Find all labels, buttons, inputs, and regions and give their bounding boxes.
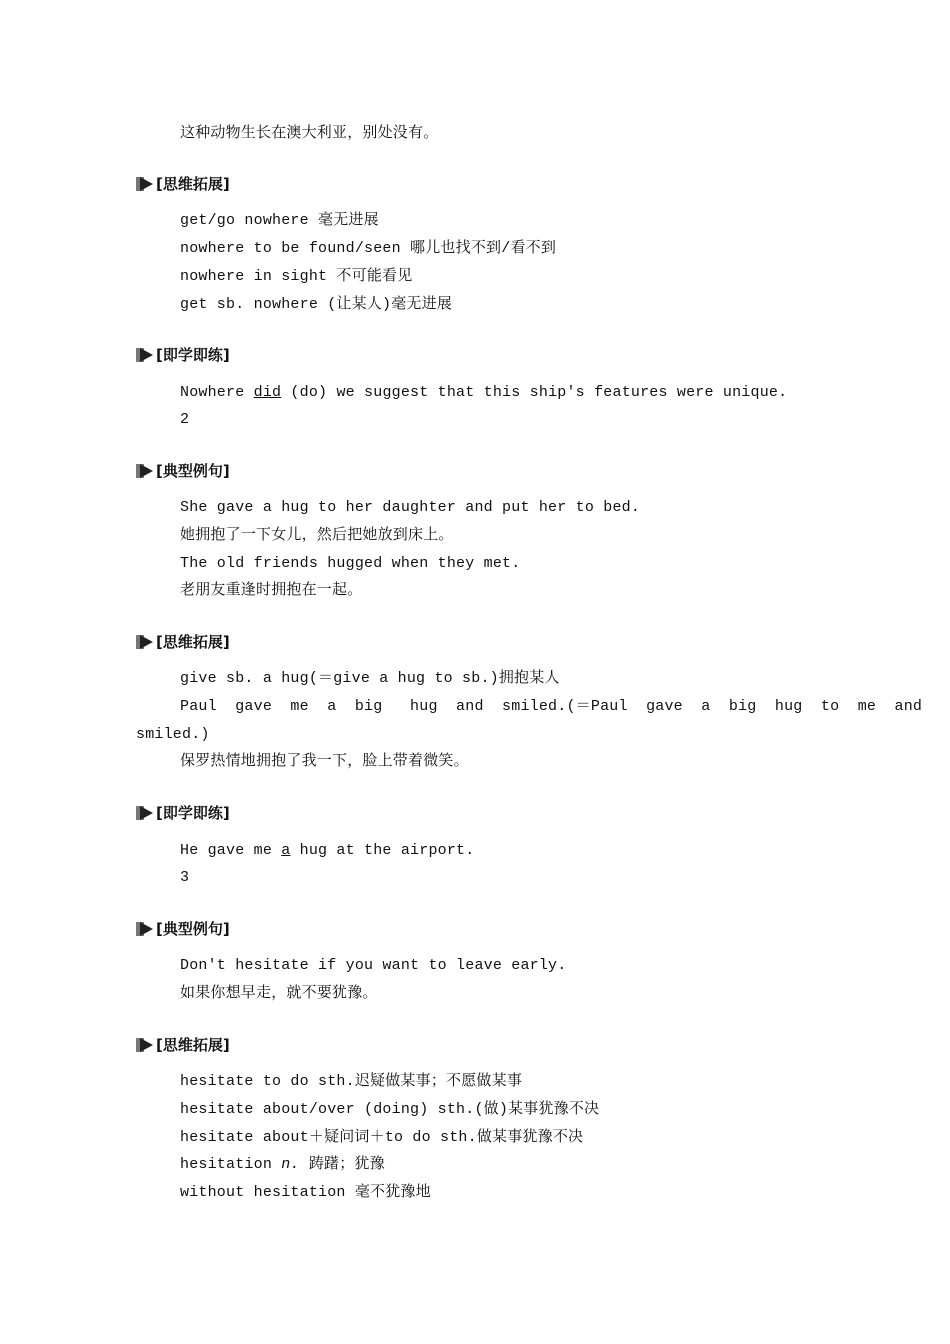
play-triangle-icon bbox=[136, 806, 154, 820]
play-triangle-icon bbox=[136, 464, 154, 478]
text-line: get/go nowhere 毫无进展 bbox=[180, 212, 379, 229]
exercise-sentence bbox=[180, 841, 474, 861]
play-triangle-icon bbox=[136, 1038, 154, 1052]
text-line: give sb. a hug(＝give a hug to sb.)拥抱某人 bbox=[180, 670, 560, 687]
text-line: The old friends hugged when they met. bbox=[180, 555, 521, 572]
heading-label: [即学即练] bbox=[156, 346, 230, 364]
item-number: 2 bbox=[180, 411, 190, 428]
text-line: without hesitation 毫不犹豫地 bbox=[180, 1184, 431, 1201]
play-triangle-icon bbox=[136, 635, 154, 649]
part-of-speech: n. bbox=[281, 1156, 300, 1173]
sentence-part: hug at the airport. bbox=[290, 842, 475, 859]
text-line: get sb. nowhere (让某人)毫无进展 bbox=[180, 296, 453, 313]
play-triangle-icon bbox=[136, 177, 154, 191]
play-triangle-icon bbox=[136, 922, 154, 936]
sentence-part: Nowhere bbox=[180, 384, 254, 401]
text-line: nowhere to be found/seen 哪儿也找不到/看不到 bbox=[180, 240, 557, 257]
heading-label: [典型例句] bbox=[156, 462, 230, 480]
heading-label: [思维拓展] bbox=[156, 633, 230, 651]
text-line: hesitate about/over (doing) sth.(做)某事犹豫不决 bbox=[180, 1101, 600, 1118]
heading-label: [即学即练] bbox=[156, 804, 230, 822]
text-line: hesitate to do sth.迟疑做某事；不愿做某事 bbox=[180, 1073, 523, 1090]
text-line: 老朋友重逢时拥抱在一起。 bbox=[180, 582, 363, 599]
item-number: 3 bbox=[180, 869, 190, 886]
section-heading bbox=[136, 174, 230, 194]
section-heading bbox=[136, 1035, 230, 1055]
exercise-sentence bbox=[180, 383, 787, 403]
text-line: hesitate about＋疑问词＋to do sth.做某事犹豫不决 bbox=[180, 1129, 584, 1146]
text-line: 保罗热情地拥抱了我一下，脸上带着微笑。 bbox=[180, 753, 469, 770]
section-heading bbox=[136, 803, 230, 823]
text-line: 她拥抱了一下女儿，然后把她放到床上。 bbox=[180, 527, 454, 544]
text-line: She gave a hug to her daughter and put her to bed. bbox=[180, 499, 641, 516]
heading-label: [思维拓展] bbox=[156, 175, 230, 193]
text-line: smiled.) bbox=[136, 726, 210, 743]
sentence-part: (do) we suggest that this ship's features were unique. bbox=[281, 384, 788, 401]
word: hesitation bbox=[180, 1156, 282, 1173]
section-heading bbox=[136, 345, 230, 365]
heading-label: [思维拓展] bbox=[156, 1036, 230, 1054]
section-heading bbox=[136, 632, 230, 652]
section-heading bbox=[136, 461, 230, 481]
section-heading bbox=[136, 919, 230, 939]
play-triangle-icon bbox=[136, 348, 154, 362]
intro-text: 这种动物生长在澳大利亚，别处没有。 bbox=[180, 123, 439, 141]
sentence-part: He gave me bbox=[180, 842, 282, 859]
meaning: 踌躇；犹豫 bbox=[299, 1156, 385, 1173]
heading-label: [典型例句] bbox=[156, 920, 230, 938]
text-line: 如果你想早走，就不要犹豫。 bbox=[180, 985, 378, 1002]
answer-blank: a bbox=[281, 842, 291, 859]
text-line: Don't hesitate if you want to leave early. bbox=[180, 957, 567, 974]
text-line bbox=[180, 1155, 385, 1175]
text-line: Paul gave me a big hug and smiled.(＝Paul gave a big hug to me and bbox=[180, 698, 923, 715]
text-line: nowhere in sight 不可能看见 bbox=[180, 268, 413, 285]
answer-blank: did bbox=[253, 384, 282, 401]
